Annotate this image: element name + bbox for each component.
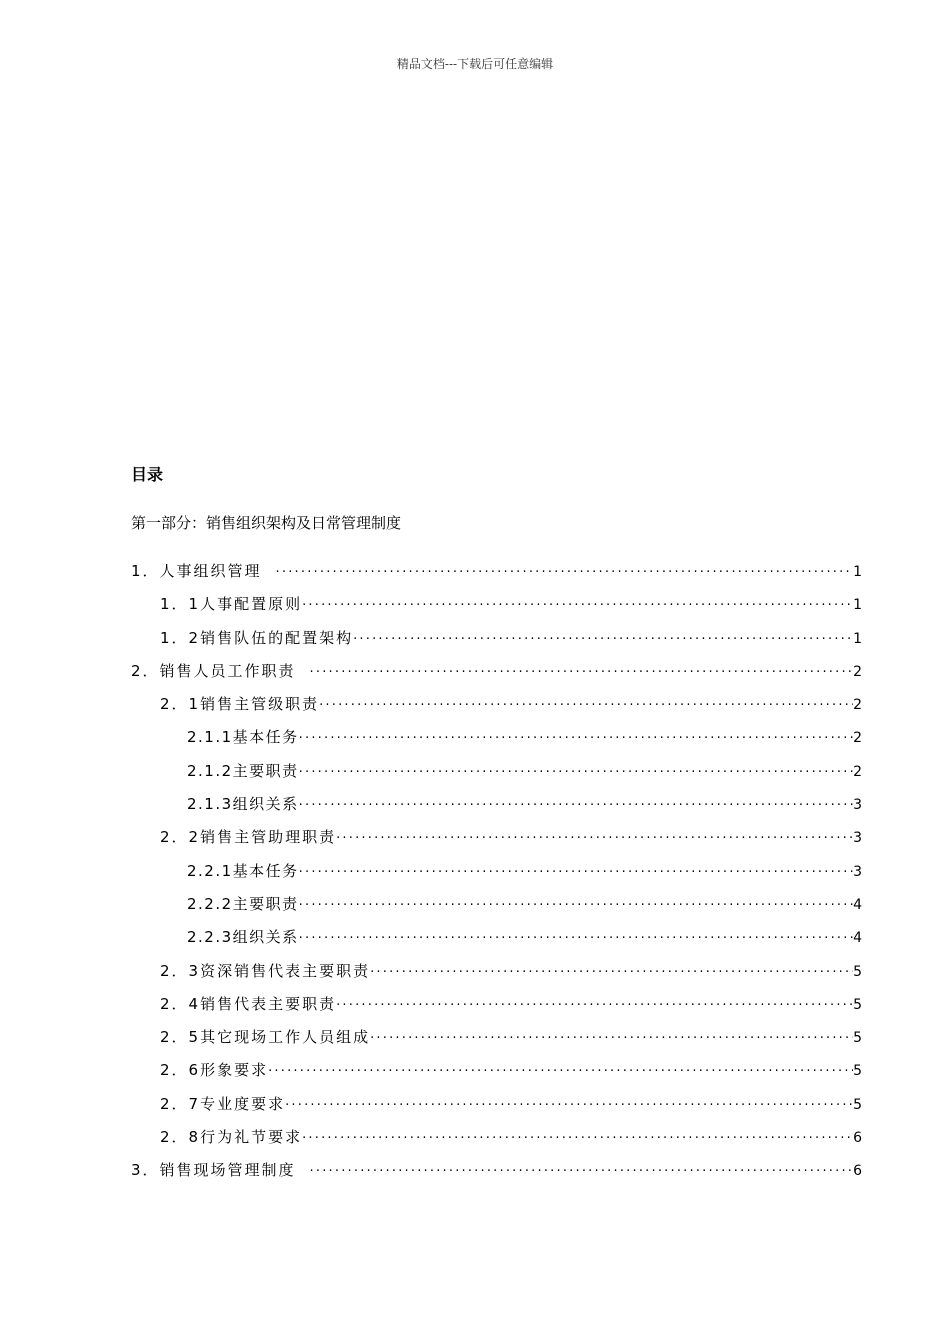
- toc-entry-label: 2．4销售代表主要职责: [160, 994, 337, 1013]
- dot-leader: [285, 1098, 853, 1113]
- toc-entry[interactable]: [131, 1059, 862, 1092]
- toc-page-number: 3: [853, 797, 862, 814]
- toc-entry-label: 2.2.3组织关系: [187, 928, 299, 947]
- toc-entry-label: 2．1销售主管级职责: [160, 695, 320, 714]
- dot-leader: [310, 665, 853, 680]
- toc-entry[interactable]: [131, 1093, 862, 1126]
- toc-entry-label: 2．7专业度要求: [160, 1094, 286, 1113]
- toc-entry[interactable]: [131, 593, 862, 626]
- toc-page-number: 1: [853, 630, 862, 647]
- toc-entry[interactable]: [131, 693, 862, 726]
- dot-leader: [299, 865, 853, 880]
- toc-entry[interactable]: [131, 960, 862, 993]
- toc-entry[interactable]: [131, 726, 862, 759]
- toc-entry-label: 2.1.3组织关系: [187, 795, 299, 814]
- toc-page-number: 4: [853, 896, 862, 913]
- toc-entry-label: 2.1.2主要职责: [187, 761, 299, 780]
- toc-entry[interactable]: [131, 1159, 862, 1192]
- dot-leader: [299, 898, 853, 913]
- table-of-contents: [131, 560, 862, 1193]
- toc-entry[interactable]: [131, 1026, 862, 1059]
- toc-entry[interactable]: [131, 860, 862, 893]
- dot-leader: [299, 731, 853, 746]
- dot-leader: [276, 565, 853, 580]
- toc-entry-label: 1．2销售队伍的配置架构: [160, 628, 354, 647]
- toc-entry[interactable]: [131, 560, 862, 593]
- toc-title: 目录: [131, 465, 164, 484]
- toc-entry-label: 2.2.2主要职责: [187, 894, 299, 913]
- toc-entry-label: 2．销售人员工作职责: [131, 661, 296, 680]
- toc-entry-label: 2.2.1基本任务: [187, 861, 299, 880]
- dot-leader: [299, 798, 853, 813]
- toc-entry-label: 2.1.1基本任务: [187, 728, 299, 747]
- dot-leader: [336, 998, 853, 1013]
- toc-entry[interactable]: [131, 926, 862, 959]
- toc-page-number: 1: [853, 597, 862, 614]
- toc-entry[interactable]: [131, 1126, 862, 1159]
- dot-leader: [302, 598, 853, 613]
- toc-page-number: 6: [853, 1130, 862, 1147]
- toc-entry[interactable]: [131, 893, 862, 926]
- toc-entry-label: 2．6形象要求: [160, 1061, 269, 1080]
- dot-leader: [310, 1164, 853, 1179]
- dot-leader: [370, 965, 853, 980]
- toc-page-number: 3: [853, 863, 862, 880]
- dot-leader: [319, 698, 853, 713]
- toc-entry-label: 2．5其它现场工作人员组成: [160, 1028, 371, 1047]
- toc-entry-label: 2．2销售主管助理职责: [160, 828, 337, 847]
- toc-page-number: 4: [853, 930, 862, 947]
- toc-entry[interactable]: [131, 627, 862, 660]
- toc-page-number: 5: [853, 996, 862, 1013]
- dot-leader: [299, 931, 853, 946]
- toc-page-number: 1: [853, 564, 862, 580]
- toc-entry-label: 1．1人事配置原则: [160, 595, 303, 614]
- toc-page-number: 6: [853, 1163, 862, 1180]
- toc-entry[interactable]: [131, 660, 862, 693]
- dot-leader: [370, 1031, 853, 1046]
- dot-leader: [302, 1131, 853, 1146]
- toc-page-number: 2: [853, 763, 862, 780]
- toc-page-number: 5: [853, 963, 862, 980]
- toc-page-number: 2: [853, 663, 862, 680]
- toc-page-number: 2: [853, 730, 862, 747]
- toc-page-number: 2: [853, 697, 862, 714]
- toc-page-number: 3: [853, 830, 862, 847]
- toc-entry[interactable]: [131, 793, 862, 826]
- toc-entry[interactable]: [131, 826, 862, 859]
- toc-entry-label: 2．3资深销售代表主要职责: [160, 961, 371, 980]
- page-header: 精品文档---下载后可任意编辑: [396, 57, 554, 71]
- dot-leader: [353, 632, 853, 647]
- toc-entry-label: 1．人事组织管理: [131, 562, 262, 580]
- toc-page-number: 5: [853, 1030, 862, 1047]
- dot-leader: [299, 765, 853, 780]
- toc-page-number: 5: [853, 1096, 862, 1113]
- toc-entry-label: 2．8行为礼节要求: [160, 1128, 303, 1147]
- toc-entry-label: 3．销售现场管理制度: [131, 1161, 296, 1180]
- toc-entry[interactable]: [131, 760, 862, 793]
- dot-leader: [268, 1064, 853, 1079]
- dot-leader: [336, 831, 853, 846]
- toc-entry[interactable]: [131, 993, 862, 1026]
- part-title: 第一部分：销售组织架构及日常管理制度: [131, 514, 402, 532]
- toc-page-number: 5: [853, 1063, 862, 1080]
